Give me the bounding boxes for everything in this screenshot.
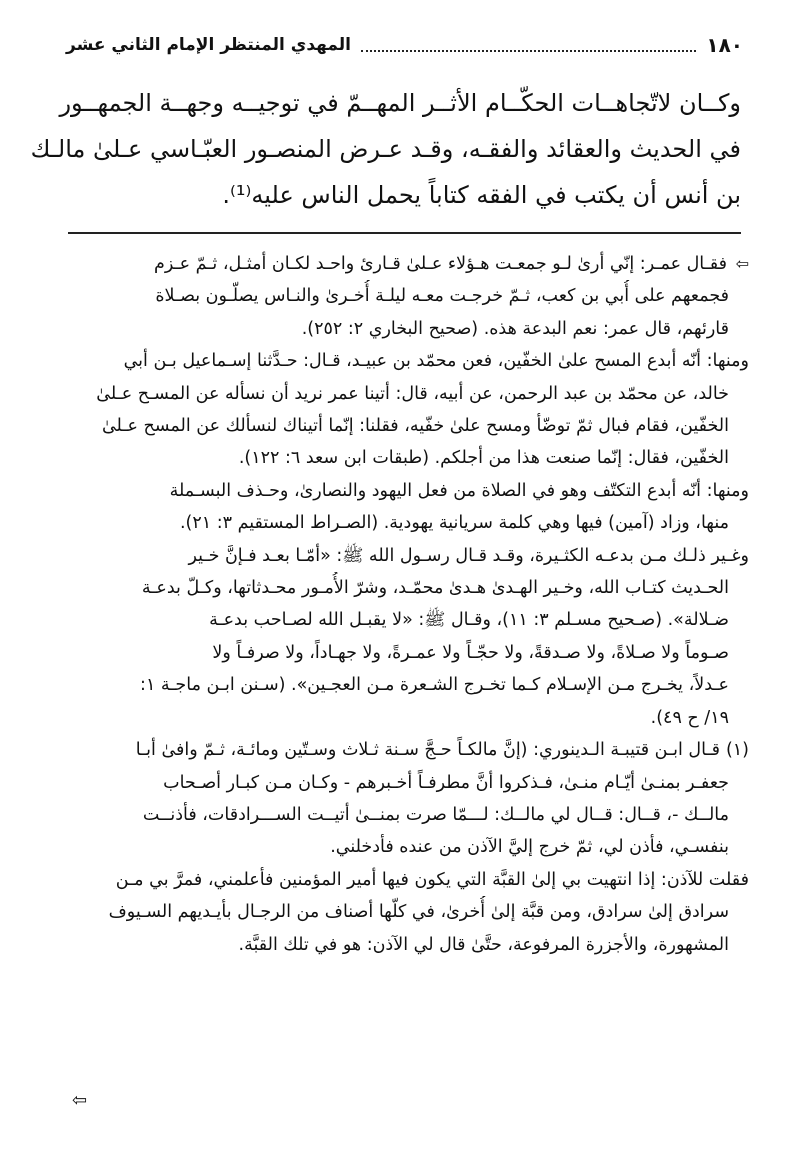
footnote-text: عـدلاً، يخـرج مـن الإسـلام كـما تخـرج الشـعرة مـن العجـين». (سـنن ابـن ماجـة ١:	[140, 675, 729, 696]
main-text-line: وكــان لاتّجاهــات الحكّــام الأثــر المهــمّ في توجيــه وجهــة الجمهــور	[59, 89, 741, 117]
footnote-text: ومنها: أنّه أبدع المسح علىٰ الخفّين، فعن محمّد بن عبيـد، قـال: حـدَّثنا إسـماعيل بـن أبي	[123, 351, 749, 372]
footnote-line	[60, 831, 749, 863]
footnote-text: ومنها: أنّه أبدع التكتّف وهو في الصلاة من فعل اليهود والنصارىٰ، وحـذف البسـملة	[169, 480, 749, 501]
footnote-text: فجمعهم على أُبي بن كعب، ثـمّ خرجـت معـه ليلـة أُخـرىٰ والنـاس يصلّـون بصـلاة	[155, 286, 729, 307]
footnote-line	[60, 799, 749, 831]
footnote-line	[60, 410, 749, 442]
footnote-line	[60, 637, 749, 669]
footnote-text: صـوماً ولا صـلاةً، ولا صـدقةً، ولا حجّـاً ولا عمـرةً، ولا جهـاداً، ولا صرفـاً ولا	[212, 642, 729, 663]
footnote-line	[60, 378, 749, 410]
footnote-text: فقـال عمـر: إنّي أرىٰ لـو جمعـت هـؤلاء عـلىٰ قـارئ واحـد لكـان أمثـل، ثـمّ عـزم	[154, 254, 727, 274]
footnote-text: الخفّين، فقال: إنّما صنعت هذا من أجلكم. (طبقات ابن سعد ٦: ١٢٢).	[238, 448, 729, 469]
footnote-line	[60, 669, 749, 701]
footnote-line	[60, 767, 749, 799]
footnote-text: فقلت للآذن: إذا انتهيت بي إلىٰ القبَّة التي يكون فيها أمير المؤمنين فأعلمني، فمرَّ بي مـن	[115, 869, 749, 890]
footnote-line	[60, 929, 749, 961]
footnote-text: سرادق إلىٰ سرادق، ومن قبَّة إلىٰ أُخرىٰ، في كلّها أصناف من الرجـال بأيـديهم السـيوف	[108, 902, 729, 923]
footnote-text: وغـير ذلـك مـن بدعـه الكثـيرة، وقـد قـال رسـول الله ﷺ: «أمّـا بعـد فـإنَّ خـير	[188, 545, 749, 566]
footnote-line	[60, 345, 749, 377]
page-number: ١٨٠	[706, 33, 743, 57]
footnote-line	[60, 313, 749, 345]
footnote-text: قـال ابـن قتيبـة الـدينوري: (إنَّ مالكـاً حـجَّ سـنة ثـلاث وسـتّين ومائـة، ثـمّ وافىٰ أبـا	[135, 740, 720, 761]
footnote-line	[60, 896, 749, 928]
footnote-text: ١٩/ ح ٤٩).	[650, 707, 729, 728]
footnote-text: مالــك -، قــال: قــال لي مالــك: لـــمّا صرت بمنــىٰ أتيــت الســـرادقات، فأذنــت	[142, 804, 729, 825]
footnote-separator	[68, 232, 741, 234]
footnote-text: قارئهم، قال عمر: نعم البدعة هذه. (صحيح البخاري ٢: ٢٥٢).	[301, 318, 729, 339]
footnote-text: ضـلالة». (صـحيح مسـلم ٣: ١١)، وقـال ﷺ: «لا يقبـل الله لصـاحب بدعـة	[209, 610, 729, 631]
footnote-line	[60, 540, 749, 572]
footnotes	[60, 248, 749, 961]
footnote-line	[60, 864, 749, 896]
footnote-line	[60, 702, 749, 734]
footnote-text: المشهورة، والأجزرة المرفوعة، حتَّىٰ قال لي الآذن: هو في تلك القبَّة.	[238, 934, 729, 955]
footnote-line	[60, 475, 749, 507]
footnote-text: خالد، عن محمّد بن عبد الرحمن، عن أبيه، قال: أتينا عمر نريد أن نسأله عن المسـح عـلىٰ	[96, 383, 729, 404]
footnote-text: الخفّين، فقام فبال ثمّ توضّأ ومسح علىٰ خفّيه، فقلنا: إنّما أتيناك لنسألك عن المسح عـلىٰ	[101, 416, 729, 437]
main-text-line: بن أنس أن يكتب في الفقه كتاباً يحمل الناس عليه⁽¹⁾.	[222, 181, 741, 209]
continued-from-arrow-icon: ⇦	[735, 254, 749, 273]
running-title: المهدي المنتظر الإمام الثاني عشر	[66, 35, 351, 55]
footnote-line	[60, 248, 749, 280]
dotted-leader	[361, 50, 696, 52]
footnote-text: جعفـر بمنـىٰ أيّـام منـىٰ، فـذكروا أنَّ مطرفـاً أخـبرهم - وكـان مـن كبـار أصـحاب	[163, 772, 729, 793]
footnote-number: (١)	[725, 740, 749, 761]
footnote-line	[60, 572, 749, 604]
main-text-line: في الحديث والعقائد والفقـه، وقـد عـرض المنصـور العبّـاسي عـلىٰ مالـك	[30, 135, 741, 163]
footnote-text: منها، وزاد (آمين) فيها وهي كلمة سريانية يهودية. (الصـراط المستقيم ٣: ٢١).	[179, 513, 729, 534]
footnote-line	[60, 442, 749, 474]
main-text	[30, 80, 741, 218]
footnote-text: بنفسـي، فأذن لي، ثمّ خرج إليَّ الآذن من عنده فأدخلني.	[330, 837, 729, 858]
footnote-line	[60, 604, 749, 636]
page-header	[66, 32, 743, 58]
footnote-line	[60, 507, 749, 539]
footnote-line	[60, 280, 749, 312]
continuation-arrow-icon: ⇦	[72, 1090, 88, 1111]
footnote-line	[60, 734, 749, 766]
footnote-text: الحـديث كتـاب الله، وخـير الهـدىٰ هـدىٰ محمّـد، وشرّ الأُمـور محـدثاتها، وكـلّ بدعـة	[141, 578, 729, 599]
